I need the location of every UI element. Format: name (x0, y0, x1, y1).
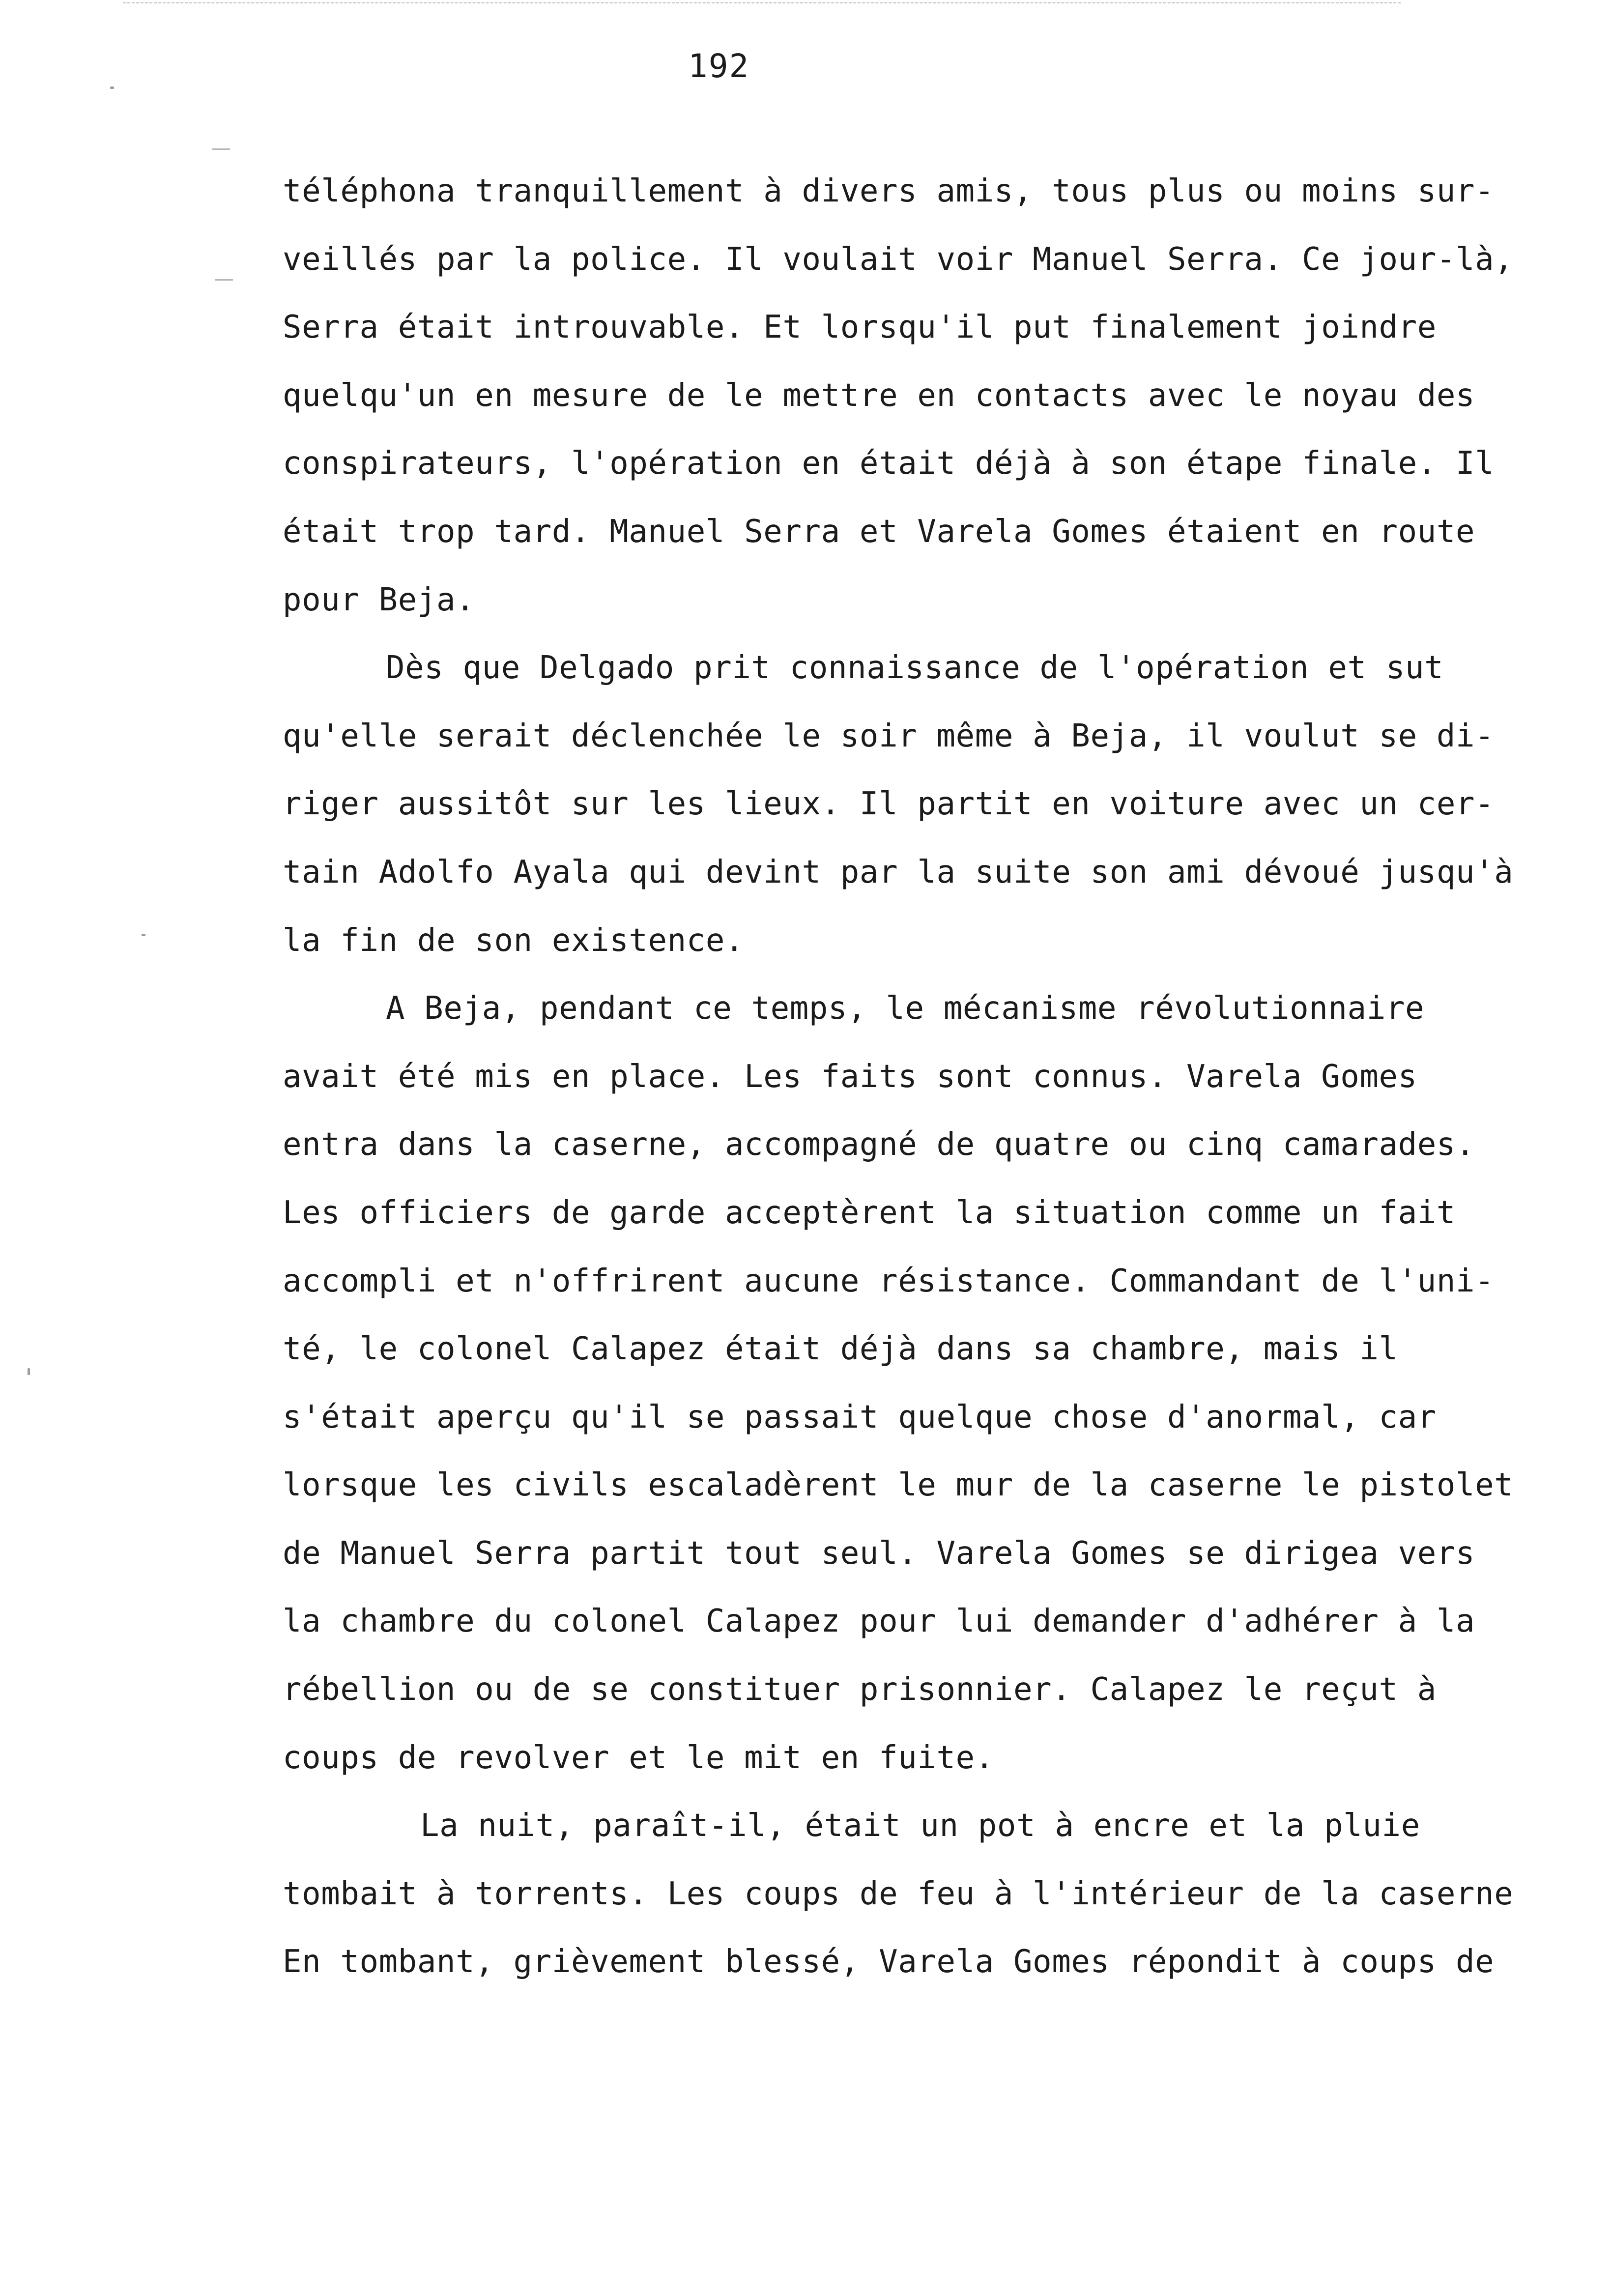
text-line: lorsque les civils escaladèrent le mur de la caserne le pistolet (283, 1467, 1514, 1504)
text-line-indented: La nuit, paraît-il, était un pot à encre et la pluie (420, 1808, 1420, 1844)
text-line-indented: A Beja, pendant ce temps, le mécanisme révolutionnaire (386, 990, 1425, 1027)
text-line: était trop tard. Manuel Serra et Varela Gomes étaient en route (283, 513, 1475, 550)
text-line: la fin de son existence. (283, 922, 745, 959)
scan-speck (28, 1368, 30, 1375)
text-line: s'était aperçu qu'il se passait quelque chose d'anormal, car (283, 1399, 1437, 1435)
paragraph-2 (283, 634, 1600, 975)
paragraph-3 (283, 975, 1600, 1792)
text-line: tombait à torrents. Les coups de feu à l'intérieur de la caserne (283, 1875, 1514, 1912)
text-line: conspirateurs, l'opération en était déjà à son étape finale. Il (283, 445, 1495, 482)
text-line: té, le colonel Calapez était déjà dans sa chambre, mais il (283, 1331, 1398, 1368)
margin-mark (215, 279, 233, 281)
text-line: entra dans la caserne, accompagné de quatre ou cinq camarades. (283, 1126, 1475, 1163)
text-line: rébellion ou de se constituer prisonnier. Calapez le reçut à (283, 1671, 1437, 1708)
scan-speck (110, 86, 114, 89)
page-number: 192 (688, 47, 750, 85)
text-line: qu'elle serait déclenchée le soir même à Beja, il voulut se di- (283, 718, 1495, 754)
body-text (283, 157, 1600, 1996)
text-line: riger aussitôt sur les lieux. Il partit en voiture avec un cer- (283, 786, 1495, 823)
text-line: En tombant, grièvement blessé, Varela Gomes répondit à coups de (283, 1944, 1495, 1980)
scan-speck (142, 934, 145, 936)
margin-mark (212, 148, 230, 150)
paragraph-1 (283, 157, 1600, 634)
text-line-indented: Dès que Delgado prit connaissance de l'opération et sut (386, 650, 1444, 687)
text-line: téléphona tranquillement à divers amis, tous plus ou moins sur- (283, 173, 1495, 209)
text-line: veillés par la police. Il voulait voir Manuel Serra. Ce jour-là, (283, 241, 1514, 278)
text-line: de Manuel Serra partit tout seul. Varela Gomes se dirigea vers (283, 1535, 1475, 1572)
text-line: accompli et n'offrirent aucune résistance. Commandant de l'uni- (283, 1263, 1495, 1299)
text-line: la chambre du colonel Calapez pour lui demander d'adhérer à la (283, 1603, 1475, 1640)
text-line: Les officiers de garde acceptèrent la situation comme un fait (283, 1194, 1456, 1231)
text-line: Serra était introuvable. Et lorsqu'il put finalement joindre (283, 309, 1437, 346)
text-line: pour Beja. (283, 581, 475, 618)
text-line: coups de revolver et le mit en fuite. (283, 1739, 994, 1776)
text-line: tain Adolfo Ayala qui devint par la suite son ami dévoué jusqu'à (283, 854, 1514, 890)
text-line: avait été mis en place. Les faits sont connus. Varela Gomes (283, 1058, 1417, 1095)
text-line: quelqu'un en mesure de le mettre en contacts avec le noyau des (283, 377, 1475, 414)
paragraph-4 (283, 1792, 1600, 1996)
top-edge-rule (123, 2, 1401, 3)
